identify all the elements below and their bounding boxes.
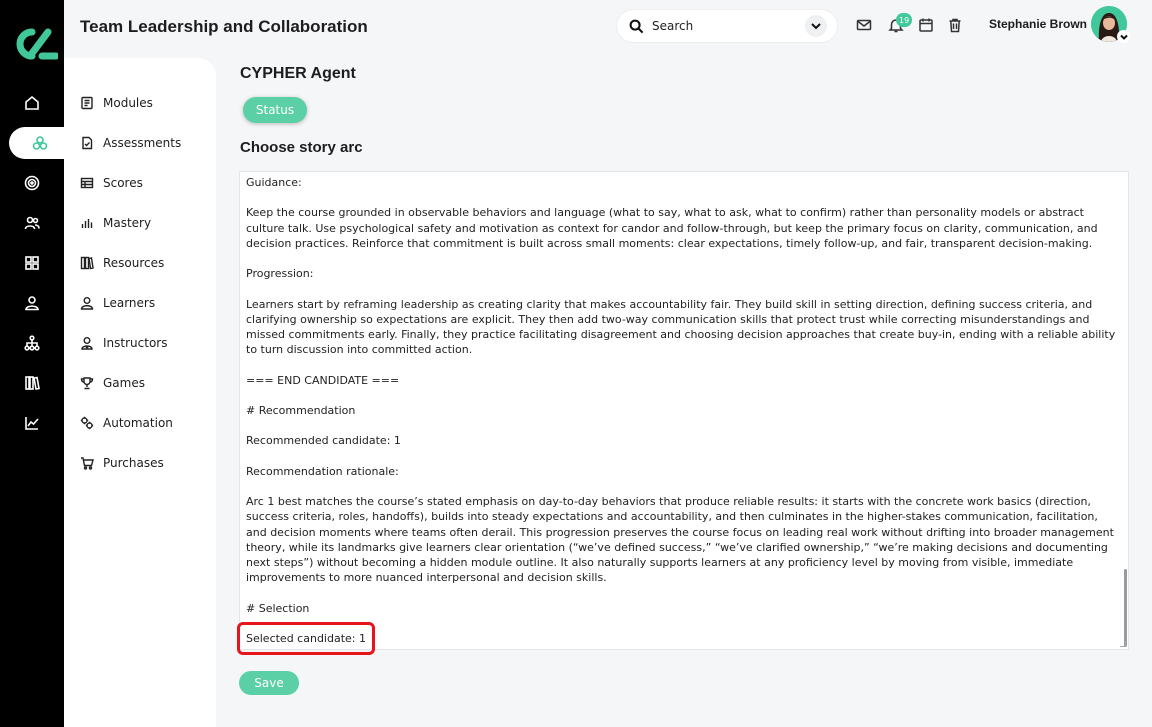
chart-icon <box>24 415 40 431</box>
agent-title: CYPHER Agent <box>240 65 356 82</box>
sidebar-item-label: Automation <box>103 416 173 430</box>
sidebar-item-games[interactable] <box>80 373 145 393</box>
calendar-icon <box>918 17 934 33</box>
sidebar-item-label: Learners <box>103 296 156 310</box>
user-name[interactable]: Stephanie Brown <box>989 17 1088 31</box>
sidebar-item-label: Purchases <box>103 456 164 470</box>
rail-analytics[interactable] <box>0 407 64 439</box>
rail-apps[interactable] <box>0 247 64 279</box>
textarea-paragraph: # Selection <box>246 601 310 615</box>
library-icon <box>24 375 40 391</box>
target-icon <box>24 175 40 191</box>
trash-icon <box>947 17 963 33</box>
left-rail <box>0 0 64 727</box>
sidebar-item-instructors[interactable] <box>80 333 167 353</box>
textarea-paragraph: Keep the course grounded in observable behaviors and language (what to say, what to ask, what to confirm) rather than personality models or abstract culture talk. Use psychological safety and motivation as context for candor and follow-through, but keep the primary focus on clarity, communication, and decision practices. Reinforce that commitment is built across small moments: clear expectations, timely follow-up, and fair, transparent decision-making. <box>246 206 1098 250</box>
textarea-paragraph: Recommendation rationale: <box>246 464 399 478</box>
rail-courses[interactable] <box>9 127 71 159</box>
rail-goals[interactable] <box>0 167 64 199</box>
page-title: Team Leadership and Collaboration <box>80 17 368 36</box>
sidebar-item-purchases[interactable] <box>80 453 164 473</box>
calendar-button[interactable] <box>918 17 934 33</box>
sidebar-item-label: Resources <box>103 256 165 270</box>
cluster-icon <box>32 135 48 151</box>
textarea-scrollbar[interactable] <box>1124 569 1127 647</box>
brand-logo[interactable] <box>8 26 58 62</box>
instructors-icon <box>80 336 94 350</box>
sidebar-item-assessments[interactable] <box>80 133 181 153</box>
games-icon <box>80 376 94 390</box>
search-input[interactable]: Search <box>652 19 694 33</box>
rail-home[interactable] <box>0 87 64 119</box>
selected-candidate-highlight <box>237 622 375 655</box>
textarea-paragraph: Recommended candidate: 1 <box>246 434 401 448</box>
section-title: Choose story arc <box>240 139 363 156</box>
learners-icon <box>80 296 94 310</box>
grid-icon <box>24 255 40 271</box>
selected-candidate-line: Selected candidate: 1 <box>246 631 366 645</box>
messages-button[interactable] <box>856 17 872 33</box>
account-menu-button[interactable] <box>1117 30 1130 43</box>
search-dropdown-button[interactable] <box>805 15 827 37</box>
rail-teams[interactable] <box>0 207 64 239</box>
sidebar-item-resources[interactable] <box>80 253 164 273</box>
search-bar[interactable] <box>617 10 837 42</box>
sidebar-item-mastery[interactable] <box>80 213 151 233</box>
hierarchy-icon <box>24 335 40 351</box>
user-icon <box>24 295 40 311</box>
chevron-down-icon <box>810 20 822 32</box>
purchases-icon <box>80 456 94 470</box>
scores-icon <box>80 176 94 190</box>
sidebar-item-label: Scores <box>103 176 143 190</box>
textarea-paragraph: Arc 1 best matches the course’s stated emphasis on day-to-day behaviors that produce reliable results: it starts with the concrete work basics (direction, success criteria, roles, handoffs), builds into steady expectations and accountability, and then culminates in the higher-stakes communication, facilitation, and decision moments where teams often derail. This progression preserves the course focus on leading real work without drifting into broader management theory, while its landmarks give learners clear orientation (“we’ve defined success,” “we’ve clarified ownership,” “we’re making decisions and documenting next steps”) without becoming a hidden module outline. It also naturally supports learners at any proficiency level by moving from visible, immediate improvements to more nuanced interpersonal and decision skills. <box>246 495 1114 585</box>
sidebar-item-learners[interactable] <box>80 293 155 313</box>
sidebar-item-scores[interactable] <box>80 173 143 193</box>
story-arc-textarea[interactable] <box>239 171 1129 650</box>
resources-icon <box>80 256 94 270</box>
sidebar-item-label: Mastery <box>103 216 152 230</box>
rail-org[interactable] <box>0 327 64 359</box>
textarea-resize-handle[interactable] <box>1120 641 1126 647</box>
automation-icon <box>80 416 94 430</box>
status-button[interactable]: Status <box>243 97 307 123</box>
textarea-paragraph: Learners start by reframing leadership as creating clarity that makes accountability fair. They build skill in setting direction, defining success criteria, and clarifying ownership so expectations are explicit. They then add two-way communication skills that protect trust while correcting misunderstandings and missed commitments early. Finally, they practice facilitating disagreement and choosing decision approaches that create buy-in, ending with a reliable ability to turn discussion into committed action. <box>246 297 1116 357</box>
assessments-icon <box>80 136 94 150</box>
rail-library[interactable] <box>0 367 64 399</box>
modules-icon <box>80 96 94 110</box>
search-icon <box>629 19 644 34</box>
sidebar-item-label: Instructors <box>103 336 168 350</box>
sidebar-item-label: Games <box>103 376 145 390</box>
home-icon <box>24 95 40 111</box>
notification-count-badge: 19 <box>896 13 912 27</box>
textarea-paragraph: Guidance: <box>246 176 302 189</box>
sidebar-item-label: Assessments <box>103 136 182 150</box>
textarea-paragraph: === END CANDIDATE === <box>246 373 400 387</box>
mastery-icon <box>80 216 94 230</box>
sidebar-item-modules[interactable] <box>80 93 153 113</box>
trash-button[interactable] <box>947 17 963 33</box>
rail-profile[interactable] <box>0 287 64 319</box>
sidebar-item-automation[interactable] <box>80 413 173 433</box>
sidebar-item-label: Modules <box>103 96 153 110</box>
save-button[interactable]: Save <box>239 671 299 695</box>
users-icon <box>24 215 40 231</box>
mail-icon <box>856 17 872 33</box>
textarea-paragraph: Progression: <box>246 267 314 281</box>
textarea-content <box>246 175 1120 650</box>
chevron-down-icon <box>1120 33 1128 41</box>
textarea-paragraph: # Recommendation <box>246 403 356 417</box>
